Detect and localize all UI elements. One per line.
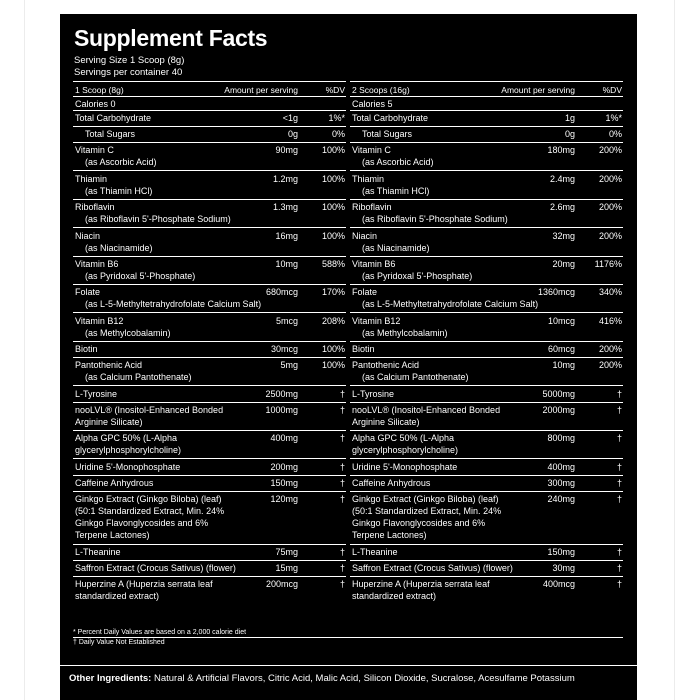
nutrient-name: L-Theanine — [352, 547, 398, 557]
nutrient-name: Riboflavin — [352, 202, 392, 213]
nutrient-name: Caffeine Anhydrous — [352, 478, 431, 488]
nutrient-name: Pantothenic Acid — [352, 360, 420, 371]
nutrient-amount: 150mg — [270, 478, 298, 488]
nutrient-name: Alpha GPC 50% (L-Alpha glycerylphosphorylcholine) — [75, 433, 182, 456]
nutrient-dv: † — [616, 405, 622, 415]
nutrient-name: Vitamin C — [75, 145, 114, 156]
nutrient-dv: 0% — [608, 129, 622, 140]
nutrient-name: Total Carbohydrate — [75, 113, 152, 123]
row-rule — [73, 475, 346, 476]
nutrient-dv: † — [339, 461, 345, 472]
nutrient-name: Biotin — [352, 344, 375, 355]
nutrient-name: Saffron Extract (Crocus Sativus) (flower) — [75, 563, 236, 574]
nutrient-source: (as Pyridoxal 5'-Phosphate) — [362, 271, 473, 281]
nutrient-name: Niacin — [352, 230, 378, 241]
other-ingredients — [69, 673, 575, 684]
nutrient-amount: 30mcg — [270, 344, 298, 355]
nutrient-name: nooLVL® (Inositol-Enhanced Bonded Arginine Silicate) — [75, 405, 224, 427]
nutrient-dv: † — [339, 494, 345, 505]
nutrient-dv: 1%* — [605, 113, 622, 123]
nutrient-dv: 200% — [598, 230, 622, 241]
nutrient-name: Folate — [75, 287, 101, 298]
row-rule — [350, 544, 623, 545]
nutrient-amount: 30mg — [552, 563, 575, 574]
nutrient-dv: 588% — [321, 259, 345, 269]
nutrient-name: L-Tyrosine — [75, 388, 118, 399]
nutrient-source: (as Methylcobalamin) — [85, 327, 171, 338]
nutrient-dv: 100% — [321, 202, 345, 213]
nutrient-amount: 1000mg — [265, 405, 298, 415]
nutrient-dv: 200% — [598, 173, 622, 184]
nutrient-name: nooLVL® (Inositol-Enhanced Bonded Arginine Silicate) — [352, 405, 501, 427]
nutrient-name: Pantothenic Acid — [75, 360, 143, 371]
nutrient-source: (as Thiamin HCl) — [85, 185, 153, 196]
row-rule — [350, 357, 623, 358]
nutrient-source: (as L-5-Methyltetrahydrofolate Calcium Salt) — [362, 299, 539, 310]
nutrient-dv: † — [339, 388, 345, 399]
nutrient-amount: 120mg — [270, 494, 298, 505]
nutrient-dv: † — [616, 494, 622, 505]
nutrient-dv: 200% — [598, 145, 622, 156]
nutrient-amount: 15mg — [275, 563, 298, 574]
nutrient-amount: 2.6mg — [549, 202, 575, 213]
nutrient-amount: 32mg — [552, 230, 575, 241]
page-edge-right — [674, 0, 675, 700]
nutrient-amount: <1g — [282, 113, 298, 123]
row-rule — [73, 491, 346, 492]
amount-header: Amount per serving — [224, 85, 298, 95]
nutrient-name: Caffeine Anhydrous — [75, 478, 154, 488]
panel-title: Supplement Facts — [74, 25, 268, 51]
serving-label: 1 Scoop (8g) — [75, 85, 124, 95]
dv-header: %DV — [325, 85, 345, 95]
nutrient-amount: 200mg — [270, 461, 298, 472]
row-rule — [73, 341, 346, 342]
nutrient-amount: 5mcg — [275, 315, 298, 326]
nutrient-source: (as Pyridoxal 5'-Phosphate) — [85, 271, 196, 281]
nutrient-source: (as Calcium Pantothenate) — [362, 372, 469, 383]
nutrient-source: (as Ascorbic Acid) — [362, 157, 434, 168]
nutrient-dv: 200% — [598, 360, 622, 371]
nutrient-amount: 90mg — [275, 145, 298, 156]
nutrient-dv: 208% — [321, 315, 345, 326]
serving-size: Serving Size 1 Scoop (8g) — [74, 55, 185, 66]
row-rule — [350, 312, 623, 313]
nutrient-name: Vitamin B12 — [75, 315, 124, 326]
row-rule — [73, 458, 346, 459]
nutrient-source: (as Niacinamide) — [85, 242, 153, 253]
row-rule — [350, 475, 623, 476]
facts-table — [73, 81, 623, 646]
row-rule — [73, 544, 346, 545]
nutrient-name: Thiamin — [75, 173, 108, 184]
row-rule — [350, 341, 623, 342]
other-ingredients-label: Other Ingredients: — [69, 673, 152, 684]
row-rule — [350, 142, 623, 143]
nutrient-dv: † — [616, 579, 622, 590]
nutrient-name: Niacin — [75, 230, 101, 241]
row-rule — [350, 491, 623, 492]
nutrient-source: (as Thiamin HCl) — [362, 185, 430, 196]
nutrient-name: Uridine 5'-Monophosphate — [352, 461, 458, 472]
nutrient-amount: 680mcg — [265, 287, 298, 298]
nutrient-amount: 300mg — [547, 478, 575, 488]
row-rule — [73, 385, 346, 386]
nutrient-amount: 60mcg — [547, 344, 575, 355]
nutrient-dv: † — [339, 433, 345, 444]
nutrient-source: (as Niacinamide) — [362, 242, 430, 253]
nutrient-name: Huperzine A (Huperzia serrata leaf standardized extract) — [75, 579, 213, 602]
serving-label: 2 Scoops (16g) — [352, 85, 410, 95]
nutrient-source: (as Calcium Pantothenate) — [85, 372, 192, 383]
nutrient-amount: 1.2mg — [272, 173, 298, 184]
table-bottom-rule — [73, 637, 623, 638]
nutrient-name: Vitamin B12 — [352, 315, 401, 326]
row-rule — [350, 284, 623, 285]
nutrient-amount: 200mcg — [265, 579, 298, 590]
nutrient-name: Total Carbohydrate — [352, 113, 429, 123]
nutrient-dv: † — [616, 563, 622, 574]
row-rule — [350, 110, 623, 111]
nutrient-name: Alpha GPC 50% (L-Alpha glycerylphosphorylcholine) — [352, 433, 459, 456]
nutrient-dv: † — [339, 547, 345, 557]
nutrient-dv: 100% — [321, 173, 345, 184]
nutrient-dv: † — [616, 478, 622, 488]
row-rule — [73, 560, 346, 561]
row-rule — [350, 227, 623, 228]
page-edge-left — [24, 0, 25, 700]
nutrient-amount: 400mcg — [542, 579, 575, 590]
nutrient-dv: 1176% — [594, 259, 622, 269]
nutrient-amount: 20mg — [552, 259, 575, 269]
nutrient-amount: 800mg — [547, 433, 575, 444]
nutrient-source: (as Methylcobalamin) — [362, 327, 448, 338]
other-ingredients-rule — [60, 665, 637, 666]
servings-per-container: Servings per container 40 — [74, 67, 183, 78]
row-rule — [73, 96, 346, 97]
nutrient-name: Riboflavin — [75, 202, 115, 213]
nutrient-dv: 100% — [321, 344, 345, 355]
nutrient-source: (as Riboflavin 5'-Phosphate Sodium) — [85, 214, 231, 225]
row-rule — [73, 284, 346, 285]
nutrient-dv: † — [616, 388, 622, 399]
nutrient-amount: 150mg — [547, 547, 575, 557]
nutrient-dv: 1%* — [328, 113, 345, 123]
nutrient-dv: † — [339, 563, 345, 574]
nutrient-dv: 170% — [321, 287, 345, 298]
nutrient-amount: 0g — [564, 129, 575, 140]
dv-header: %DV — [602, 85, 622, 95]
nutrient-name: Vitamin B6 — [75, 259, 119, 269]
row-rule — [350, 256, 623, 257]
nutrient-name: Vitamin C — [352, 145, 391, 156]
nutrient-name: L-Tyrosine — [352, 388, 395, 399]
row-rule — [73, 170, 346, 171]
row-rule — [73, 227, 346, 228]
nutrient-source: (as L-5-Methyltetrahydrofolate Calcium Salt) — [85, 299, 262, 310]
nutrient-source: (as Riboflavin 5'-Phosphate Sodium) — [362, 214, 508, 225]
nutrient-amount: 10mcg — [547, 315, 575, 326]
nutrient-amount: 0g — [287, 129, 298, 140]
nutrient-amount: 16mg — [275, 230, 298, 241]
nutrient-name: Thiamin — [352, 173, 385, 184]
nutrient-dv: † — [339, 405, 345, 415]
other-ingredients-list: Natural & Artificial Flavors, Citric Acid, Malic Acid, Silicon Dioxide, Sucralose, Acesulfame Potassium — [151, 673, 575, 684]
row-rule — [350, 170, 623, 171]
row-rule — [350, 430, 623, 431]
row-rule — [350, 126, 623, 127]
nutrient-dv: † — [616, 547, 622, 557]
row-rule — [350, 560, 623, 561]
nutrient-name: L-Theanine — [75, 547, 121, 557]
nutrient-amount: 400mg — [270, 433, 298, 444]
nutrient-dv: † — [616, 433, 622, 444]
row-rule — [73, 126, 346, 127]
nutrient-dv: 200% — [598, 344, 622, 355]
row-rule — [350, 458, 623, 459]
calories-text: Calories 0 — [75, 99, 116, 109]
nutrient-amount: 1g — [564, 113, 575, 123]
nutrient-amount: 1360mcg — [537, 287, 575, 298]
nutrient-name: Total Sugars — [362, 129, 413, 140]
nutrient-amount: 5000mg — [542, 388, 575, 399]
nutrient-source: (as Ascorbic Acid) — [85, 157, 157, 168]
nutrient-amount: 75mg — [275, 547, 298, 557]
row-rule — [350, 385, 623, 386]
calories-text: Calories 5 — [352, 99, 393, 109]
single-scoop-column — [73, 81, 346, 647]
row-rule — [350, 199, 623, 200]
double-scoop-column — [350, 81, 623, 647]
nutrient-name: Total Sugars — [85, 129, 136, 140]
nutrient-name: Vitamin B6 — [352, 259, 396, 269]
nutrient-dv: † — [339, 478, 345, 488]
nutrient-amount: 10mg — [552, 360, 575, 371]
amount-header: Amount per serving — [501, 85, 575, 95]
nutrient-dv: 416% — [598, 315, 622, 326]
nutrient-amount: 2000mg — [542, 405, 575, 415]
nutrient-amount: 180mg — [547, 145, 575, 156]
row-rule — [73, 312, 346, 313]
nutrient-name: Ginkgo Extract (Ginkgo Biloba) (leaf) (50:1 Standardized Extract, Min. 24% Ginkgo Flavonglycosides and 6% Terpene Lactones) — [352, 494, 502, 541]
nutrient-name: Huperzine A (Huperzia serrata leaf standardized extract) — [352, 579, 490, 602]
row-rule — [73, 256, 346, 257]
row-rule — [73, 402, 346, 403]
row-rule — [350, 96, 623, 97]
nutrient-amount: 240mg — [547, 494, 575, 505]
nutrient-amount: 5mg — [280, 360, 298, 371]
nutrient-amount: 10mg — [275, 259, 298, 269]
nutrient-name: Biotin — [75, 344, 98, 355]
nutrient-dv: 340% — [598, 287, 622, 298]
nutrient-amount: 400mg — [547, 461, 575, 472]
nutrient-amount: 1.3mg — [272, 202, 298, 213]
nutrient-name: Saffron Extract (Crocus Sativus) (flower) — [352, 563, 513, 574]
nutrient-dv: 200% — [598, 202, 622, 213]
nutrient-name: Ginkgo Extract (Ginkgo Biloba) (leaf) (50:1 Standardized Extract, Min. 24% Ginkgo Flavonglycosides and 6% Terpene Lactones) — [75, 494, 225, 541]
nutrient-dv: 0% — [331, 129, 345, 140]
nutrient-dv: 100% — [321, 360, 345, 371]
row-rule — [350, 576, 623, 577]
nutrient-name: Folate — [352, 287, 378, 298]
nutrient-dv: 100% — [321, 230, 345, 241]
nutrient-dv: † — [616, 461, 622, 472]
row-rule — [73, 110, 346, 111]
footnote-dagger: † Daily Value Not Established — [73, 639, 165, 646]
row-rule — [73, 576, 346, 577]
nutrient-dv: † — [339, 579, 345, 590]
row-rule — [73, 199, 346, 200]
supplement-facts-panel — [60, 14, 637, 700]
nutrient-dv: 100% — [321, 145, 345, 156]
row-rule — [73, 357, 346, 358]
footnote-percent-dv: * Percent Daily Values are based on a 2,000 calorie diet — [73, 629, 247, 636]
nutrient-name: Uridine 5'-Monophosphate — [75, 461, 181, 472]
nutrient-amount: 2500mg — [265, 388, 298, 399]
nutrient-amount: 2.4mg — [549, 173, 575, 184]
row-rule — [73, 430, 346, 431]
row-rule — [73, 142, 346, 143]
row-rule — [350, 402, 623, 403]
